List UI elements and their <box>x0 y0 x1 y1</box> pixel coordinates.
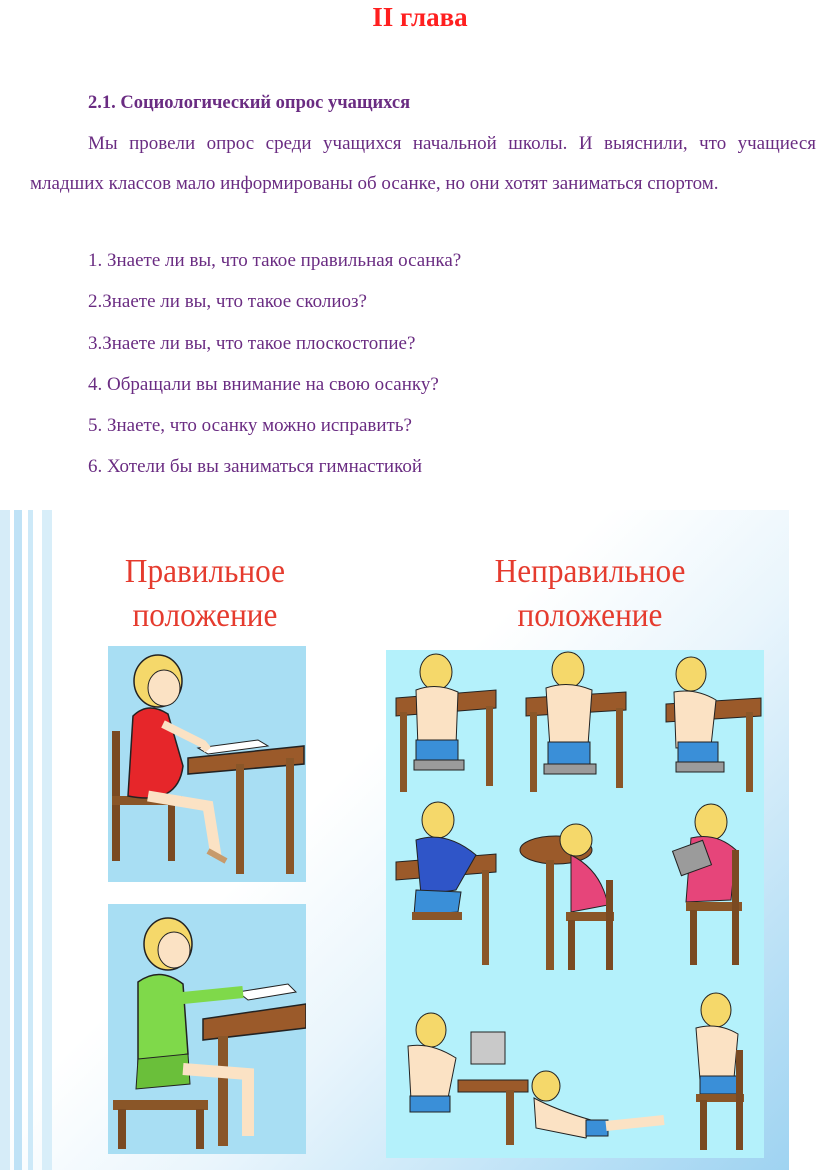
incorrect-heading-line-2: положение <box>517 597 663 634</box>
intro-paragraph: Мы провели опрос среди учащихся начальной школы. И выяснили, что учащиеся младших классов мало информированы об осанке, но они хотят заниматься спортом. <box>30 133 816 194</box>
girl-writing-illustration <box>108 646 306 882</box>
bad-posture-computer-user <box>408 1013 528 1145</box>
bad-posture-back-1 <box>396 654 496 792</box>
question-5: 5. Знаете, что осанку можно исправить? <box>88 415 412 436</box>
question-2: 2.Знаете ли вы, что такое сколиоз? <box>88 291 367 312</box>
bad-posture-girl-reading-book <box>673 804 742 965</box>
correct-position-heading <box>104 550 306 638</box>
section-title: 2.1. Социологический опрос учащихся <box>88 93 411 113</box>
poster-stripe <box>14 510 22 1170</box>
correct-posture-illustration-writing <box>108 646 306 882</box>
correct-heading-line-1: Правильное <box>124 553 286 590</box>
bad-posture-back-2 <box>526 652 626 792</box>
bad-posture-boy-leaning <box>396 802 496 965</box>
incorrect-heading-line-1: Неправильное <box>494 553 686 590</box>
poster-stripe <box>42 510 52 1170</box>
boy-reading-illustration <box>108 904 306 1154</box>
bad-posture-girl-head-down <box>520 824 614 970</box>
poster-stripe <box>0 510 10 1170</box>
question-3: 3.Знаете ли вы, что такое плоскостопие? <box>88 333 416 354</box>
bad-posture-back-3 <box>696 993 744 1150</box>
incorrect-position-heading <box>470 550 709 638</box>
incorrect-posture-illustrations <box>386 650 764 1158</box>
posture-poster <box>0 510 789 1170</box>
poster-stripe <box>28 510 33 1170</box>
correct-heading-line-2: положение <box>132 597 278 634</box>
question-6: 6. Хотели бы вы заниматься гимнастикой <box>88 456 423 477</box>
question-1: 1. Знаете ли вы, что такое правильная осанка? <box>88 250 462 271</box>
question-4: 4. Обращали вы внимание на свою осанку? <box>88 374 439 395</box>
bad-posture-side-1 <box>666 657 761 792</box>
correct-posture-illustration-reading <box>108 904 306 1154</box>
chapter-title: II глава <box>372 2 468 32</box>
bad-posture-lying-on-floor <box>532 1071 664 1138</box>
incorrect-posture-grid <box>386 650 764 1158</box>
